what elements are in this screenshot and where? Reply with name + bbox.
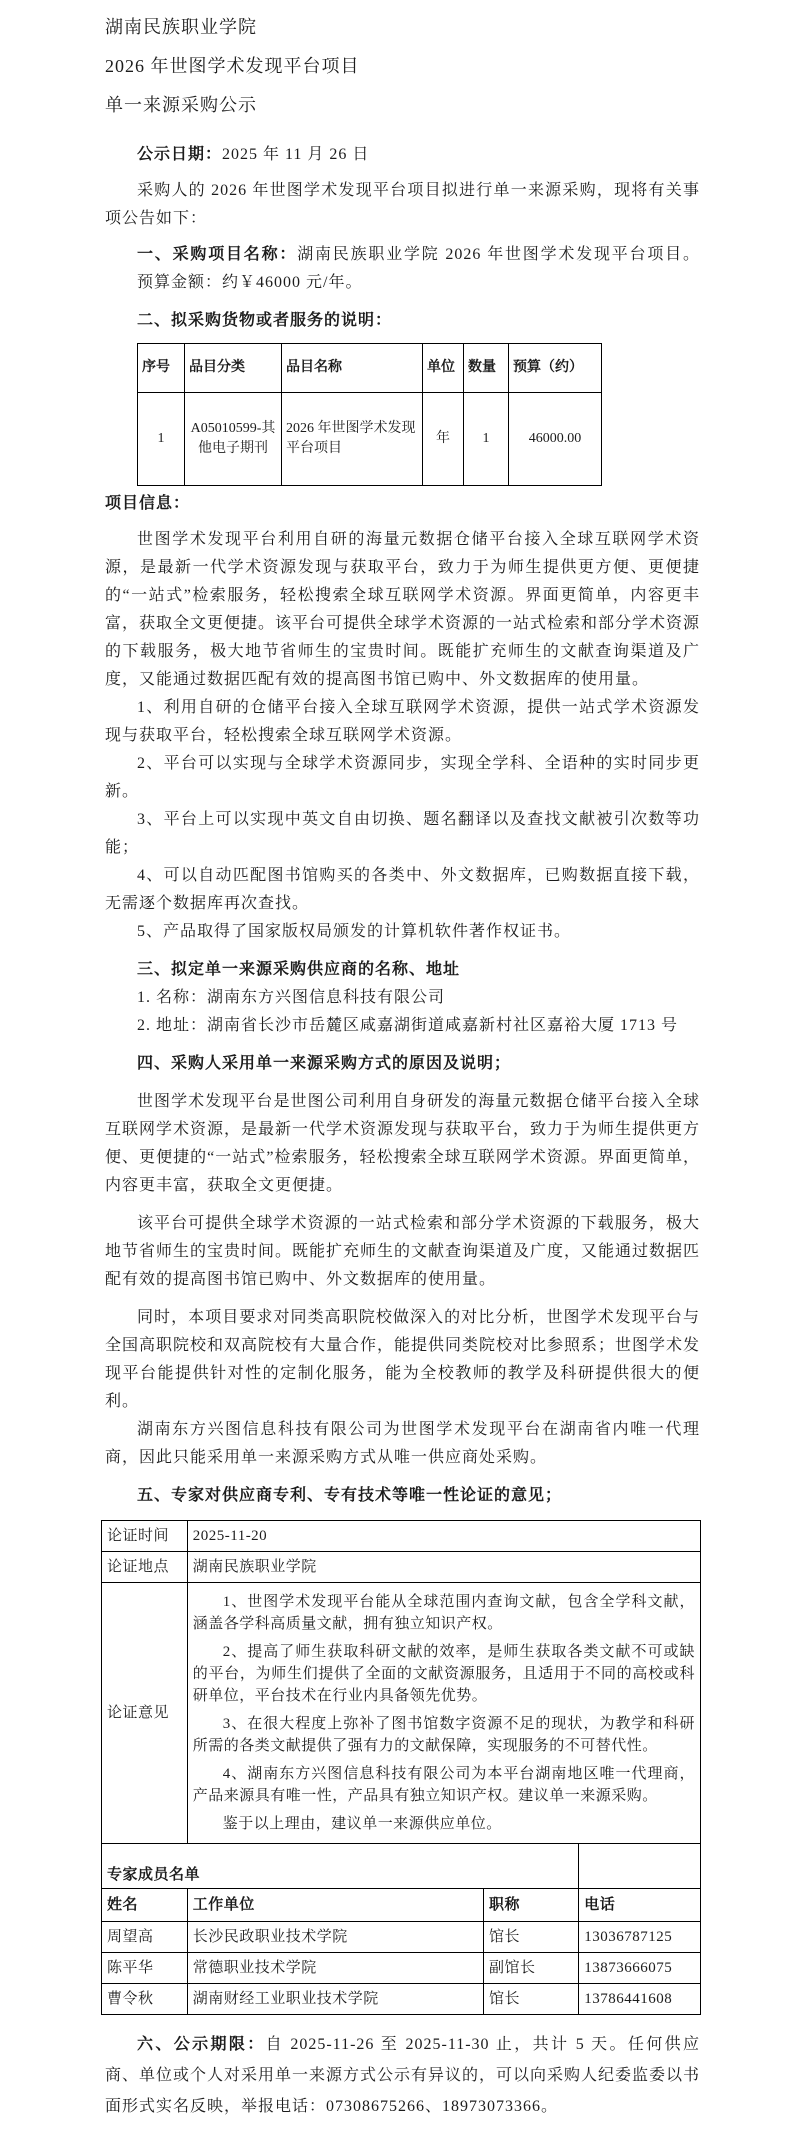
items-header-no: 序号: [138, 344, 185, 393]
review-time-label: 论证时间: [102, 1521, 188, 1552]
experts-title: 专家成员名单: [102, 1844, 579, 1889]
opinion-conclusion: 鉴于以上理由，建议单一来源供应单位。: [222, 1816, 502, 1832]
item-name-cell: 2026 年世图学术发现平台项目: [282, 393, 423, 486]
reason-paragraph-4: 湖南东方兴图信息科技有限公司为世图学术发现平台在湖南省内唯一代理商，因此只能采用单一来源采购方式从唯一供应商处采购。: [105, 1421, 700, 1466]
expert-row-2: [102, 1953, 701, 1984]
expert-name-cell: 陈平华: [102, 1953, 188, 1984]
feature-item-1: 1、利用自研的仓储平台接入全球互联网学术资源，提供一站式学术资源发现与获取平台，轻松搜索全球互联网学术资源。: [105, 699, 700, 744]
review-opinion-cell: [187, 1583, 700, 1844]
title-line-3: 单一来源采购公示: [105, 95, 257, 115]
review-place-row: [102, 1552, 701, 1583]
section-5-heading: 五、专家对供应商专利、专有技术等唯一性论证的意见；: [137, 1487, 563, 1504]
item-budget-cell: 46000.00: [509, 393, 602, 486]
expert-header-title: 职称: [483, 1889, 578, 1922]
section-1-heading: 一、采购项目名称：: [137, 246, 298, 263]
reason-paragraph-3: 同时，本项目要求对同类高职院校做深入的对比分析，世图学术发现平台与全国高职院校和双高院校有大量合作，能提供同类院校对比参照系；世图学术发现平台能提供针对性的定制化服务，能为全校教师的教学及科研提供很大的便利。: [105, 1309, 701, 1410]
expert-organization-cell: 常德职业技术学院: [187, 1953, 483, 1984]
feature-item-3: 3、平台上可以实现中英文自由切换、题名翻译以及查找文献被引次数等功能；: [105, 811, 700, 856]
review-place-value: 湖南民族职业学院: [187, 1552, 700, 1583]
opinion-paragraph-2: 2、提高了师生获取科研文献的效率，是师生获取各类文献不可或缺的平台，为师生们提供了全面的文献资源服务，且适用于不同的高校或科研单位，平台技术在行业内具备领先优势。: [192, 1644, 695, 1704]
expert-organization-cell: 湖南财经工业职业技术学院: [187, 1984, 483, 2015]
expert-phone-cell: 13873666075: [579, 1953, 701, 1984]
items-header-unit: 单位: [423, 344, 464, 393]
project-description: 世图学术发现平台利用自研的海量元数据仓储平台接入全球互联网学术资源，是最新一代学术资源发现与获取平台，致力于为师生提供更方便、更便捷的“一站式”检索服务，轻松搜索全球互联网学术资源。界面更简单，内容更丰富，获取全文更便捷。该平台可提供全球学术资源的一站式检索和部分学术资源的下载服务，极大地节省师生的宝贵时间。既能扩充师生的文献查询渠道及广度，又能通过数据匹配有效的提高图书馆已购中、外文数据库的使用量。: [105, 531, 701, 688]
feature-item-2: 2、平台可以实现与全球学术资源同步，实现全学科、全语种的实时同步更新。: [105, 755, 700, 800]
reason-paragraph-2: 该平台可提供全球学术资源的一站式检索和部分学术资源的下载服务，极大地节省师生的宝贵时间。既能扩充师生的文献查询渠道及广度，又能通过数据匹配有效的提高图书馆已购中、外文数据库的使用量。: [105, 1215, 701, 1288]
expert-phone-cell: 13036787125: [579, 1922, 701, 1953]
supplier-name: 1. 名称：湖南东方兴图信息科技有限公司: [137, 989, 446, 1006]
items-header-category: 品目分类: [185, 344, 282, 393]
section-1-project-name: 湖南民族职业学院 2026 年世图学术发现平台项目。: [297, 246, 700, 263]
experts-title-row: [102, 1844, 701, 1889]
item-no-cell: 1: [138, 393, 185, 486]
items-table-data-row: [138, 393, 602, 486]
item-quantity-cell: 1: [464, 393, 509, 486]
section-4-heading: 四、采购人采用单一来源采购方式的原因及说明；: [137, 1055, 512, 1072]
expert-row-3: [102, 1984, 701, 2015]
publish-date-line: [105, 141, 700, 169]
items-header-quantity: 数量: [464, 344, 509, 393]
items-table-header-row: [138, 344, 602, 393]
section-3-heading: 三、拟定单一来源采购供应商的名称、地址: [137, 961, 461, 978]
reason-paragraph-1: 世图学术发现平台是世图公司利用自身研发的海量元数据仓储平台接入全球互联网学术资源，是最新一代学术资源发现与获取平台，致力于为师生提供更方便、更便捷的“一站式”检索服务，轻松搜索全球互联网学术资源。界面更简单，内容更丰富，获取全文更便捷。: [105, 1093, 701, 1194]
publish-date-label: 公示日期：: [137, 146, 223, 163]
feature-item-5: 5、产品取得了国家版权局颁发的计算机软件著作权证书。: [137, 923, 572, 940]
expert-header-phone: 电话: [579, 1889, 701, 1922]
expert-title-cell: 馆长: [483, 1984, 578, 2015]
expert-header-name: 姓名: [102, 1889, 188, 1922]
expert-title-cell: 馆长: [483, 1922, 578, 1953]
title-line-1: 湖南民族职业学院: [105, 17, 257, 37]
publish-date-value: 2025 年 11 月 26 日: [222, 146, 370, 163]
experts-title-empty-cell: [579, 1844, 701, 1889]
expert-organization-cell: 长沙民政职业技术学院: [187, 1922, 483, 1953]
review-place-label: 论证地点: [102, 1552, 188, 1583]
item-unit-cell: 年: [423, 393, 464, 486]
section-6-heading: 六、公示期限：: [137, 2036, 266, 2053]
section-1-budget: 预算金额：约￥46000 元/年。: [137, 274, 363, 291]
expert-row-1: [102, 1922, 701, 1953]
expert-review-table: [101, 1520, 701, 2015]
review-opinion-row: [102, 1583, 701, 1844]
expert-title-cell: 副馆长: [483, 1953, 578, 1984]
title-line-2: 2026 年世图学术发现平台项目: [105, 56, 360, 76]
section-2-heading: 二、拟采购货物或者服务的说明：: [137, 312, 393, 329]
opinion-paragraph-3: 3、在很大程度上弥补了图书馆数字资源不足的现状，为教学和科研所需的各类文献提供了强有力的文献保障，实现服务的不可替代性。: [192, 1716, 695, 1754]
section-6-paragraph: [105, 2029, 700, 2122]
experts-header-row: [102, 1889, 701, 1922]
section-6-text: 自 2025-11-26 至 2025-11-30 止，共计 5 天。任何供应商、单位或个人对采用单一来源方式公示有异议的，可以向采购人纪委监委以书面形式实名反映，举报电话：07308675266、18973073366。: [105, 2036, 701, 2115]
items-header-name: 品目名称: [282, 344, 423, 393]
review-time-value: 2025-11-20: [187, 1521, 700, 1552]
expert-phone-cell: 13786441608: [579, 1984, 701, 2015]
document-title: [105, 8, 700, 125]
opinion-paragraph-1: 1、世图学术发现平台能从全球范围内查询文献，包含全学科文献，涵盖各学科高质量文献，拥有独立知识产权。: [192, 1594, 695, 1632]
expert-header-organization: 工作单位: [187, 1889, 483, 1922]
opinion-paragraph-4: 4、湖南东方兴图信息科技有限公司为本平台湖南地区唯一代理商，产品来源具有唯一性，产品具有独立知识产权。建议单一来源采购。: [192, 1766, 695, 1804]
review-time-row: [102, 1521, 701, 1552]
item-category-cell: A05010599-其他电子期刊: [185, 393, 282, 486]
opening-paragraph: 采购人的 2026 年世图学术发现平台项目拟进行单一来源采购，现将有关事项公告如下：: [105, 182, 700, 227]
feature-item-4: 4、可以自动匹配图书馆购买的各类中、外文数据库，已购数据直接下载，无需逐个数据库再次查找。: [105, 867, 700, 912]
expert-name-cell: 周望高: [102, 1922, 188, 1953]
section-1-paragraph: [105, 241, 700, 297]
expert-name-cell: 曹令秋: [102, 1984, 188, 2015]
supplier-address: 2. 地址：湖南省长沙市岳麓区咸嘉湖街道咸嘉新村社区嘉裕大厦 1713 号: [137, 1017, 679, 1034]
project-info-label: 项目信息：: [105, 495, 191, 512]
items-header-budget: 预算（约）: [509, 344, 602, 393]
procurement-items-table: [137, 343, 602, 486]
review-opinion-label: 论证意见: [102, 1583, 188, 1844]
